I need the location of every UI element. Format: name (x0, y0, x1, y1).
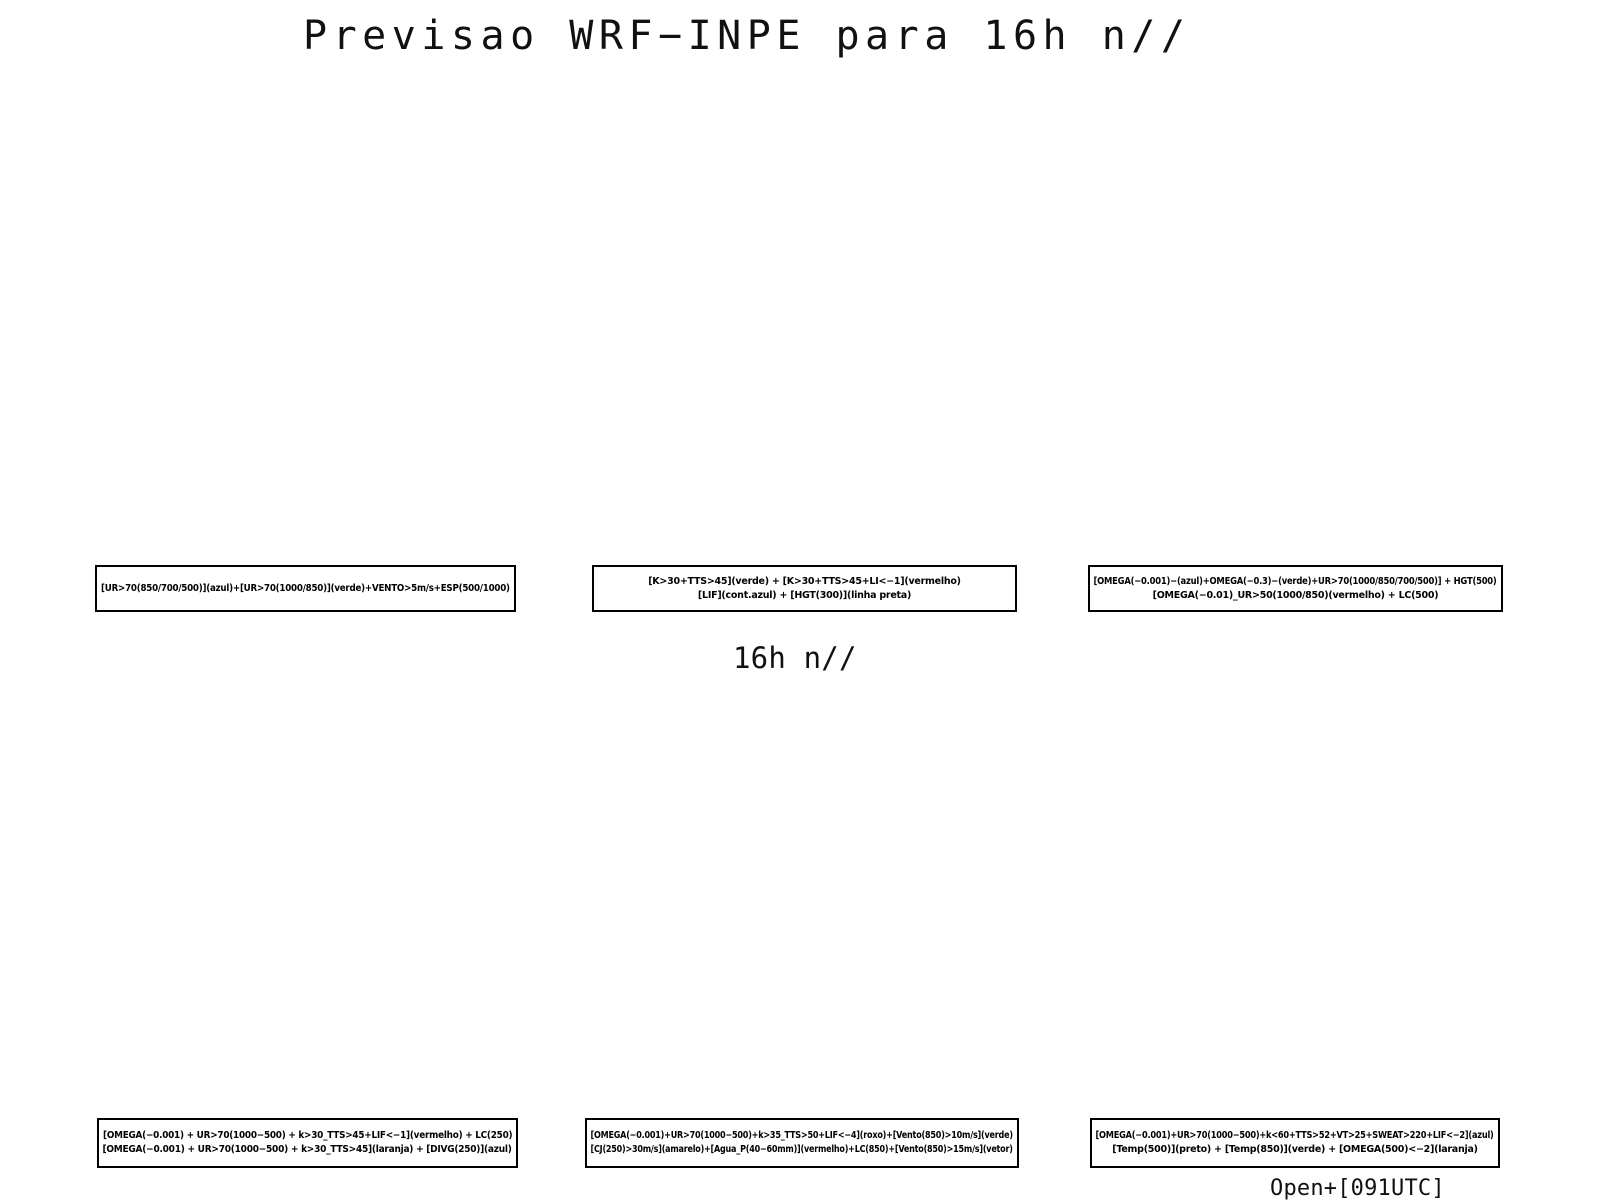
legend-line: [Temp(500)](preto) + [Temp(850)](verde) + [OMEGA(500)<−2](laranja) (1112, 1144, 1478, 1155)
legend-line: [OMEGA(−0.01)_UR>50(1000/850)(vermelho) + LC(500) (1152, 589, 1439, 601)
legend-line: [OMEGA(−0.001)+UR>70(1000−500)+k<60+TTS>52+VT>25+SWEAT>220+LIF<−2](azul) (1095, 1130, 1495, 1141)
legend-line: [UR>70(850/700/500)](azul)+[UR>70(1000/850)](verde)+VENTO>5m/s+ESP(500/1000) (101, 582, 510, 594)
legend-box-bottom-right (1090, 1118, 1500, 1168)
legend-box-top-right (1088, 565, 1503, 612)
legend-line: [CJ(250)>30m/s](amarelo)+[Agua_P(40−60mm)](vermelho)+LC(850)+[Vento(850)>15m/s](vetor) (590, 1144, 1014, 1155)
page-title: Previsao WRF−INPE para 16h n// (303, 13, 1191, 59)
footer-open-label: Open+[091UTC] (1270, 1176, 1445, 1201)
legend-box-bottom-left (97, 1118, 518, 1168)
legend-box-top-center (592, 565, 1017, 612)
legend-line: [OMEGA(−0.001)+UR>70(1000−500)+k>35_TTS>50+LIF<−4](roxo)+[Vento(850)>10m/s](verde) (590, 1130, 1014, 1141)
forecast-hour-label: 16h n// (733, 641, 857, 675)
legend-line: [OMEGA(−0.001)−(azul)+OMEGA(−0.3)−(verde)+UR>70(1000/850/700/500)] + HGT(500) (1093, 575, 1498, 587)
legend-line: [LIF](cont.azul) + [HGT(300)](linha preta) (697, 589, 912, 601)
legend-line: [OMEGA(−0.001) + UR>70(1000−500) + k>30_TTS>45+LIF<−1](vermelho) + LC(250) (102, 1130, 513, 1141)
legend-line: [K>30+TTS>45](verde) + [K>30+TTS>45+LI<−1](vermelho) (648, 575, 961, 587)
legend-line: [OMEGA(−0.001) + UR>70(1000−500) + k>30_TTS>45](laranja) + [DIVG(250)](azul) (102, 1144, 513, 1155)
legend-box-top-left (95, 565, 516, 612)
legend-box-bottom-center (585, 1118, 1019, 1168)
